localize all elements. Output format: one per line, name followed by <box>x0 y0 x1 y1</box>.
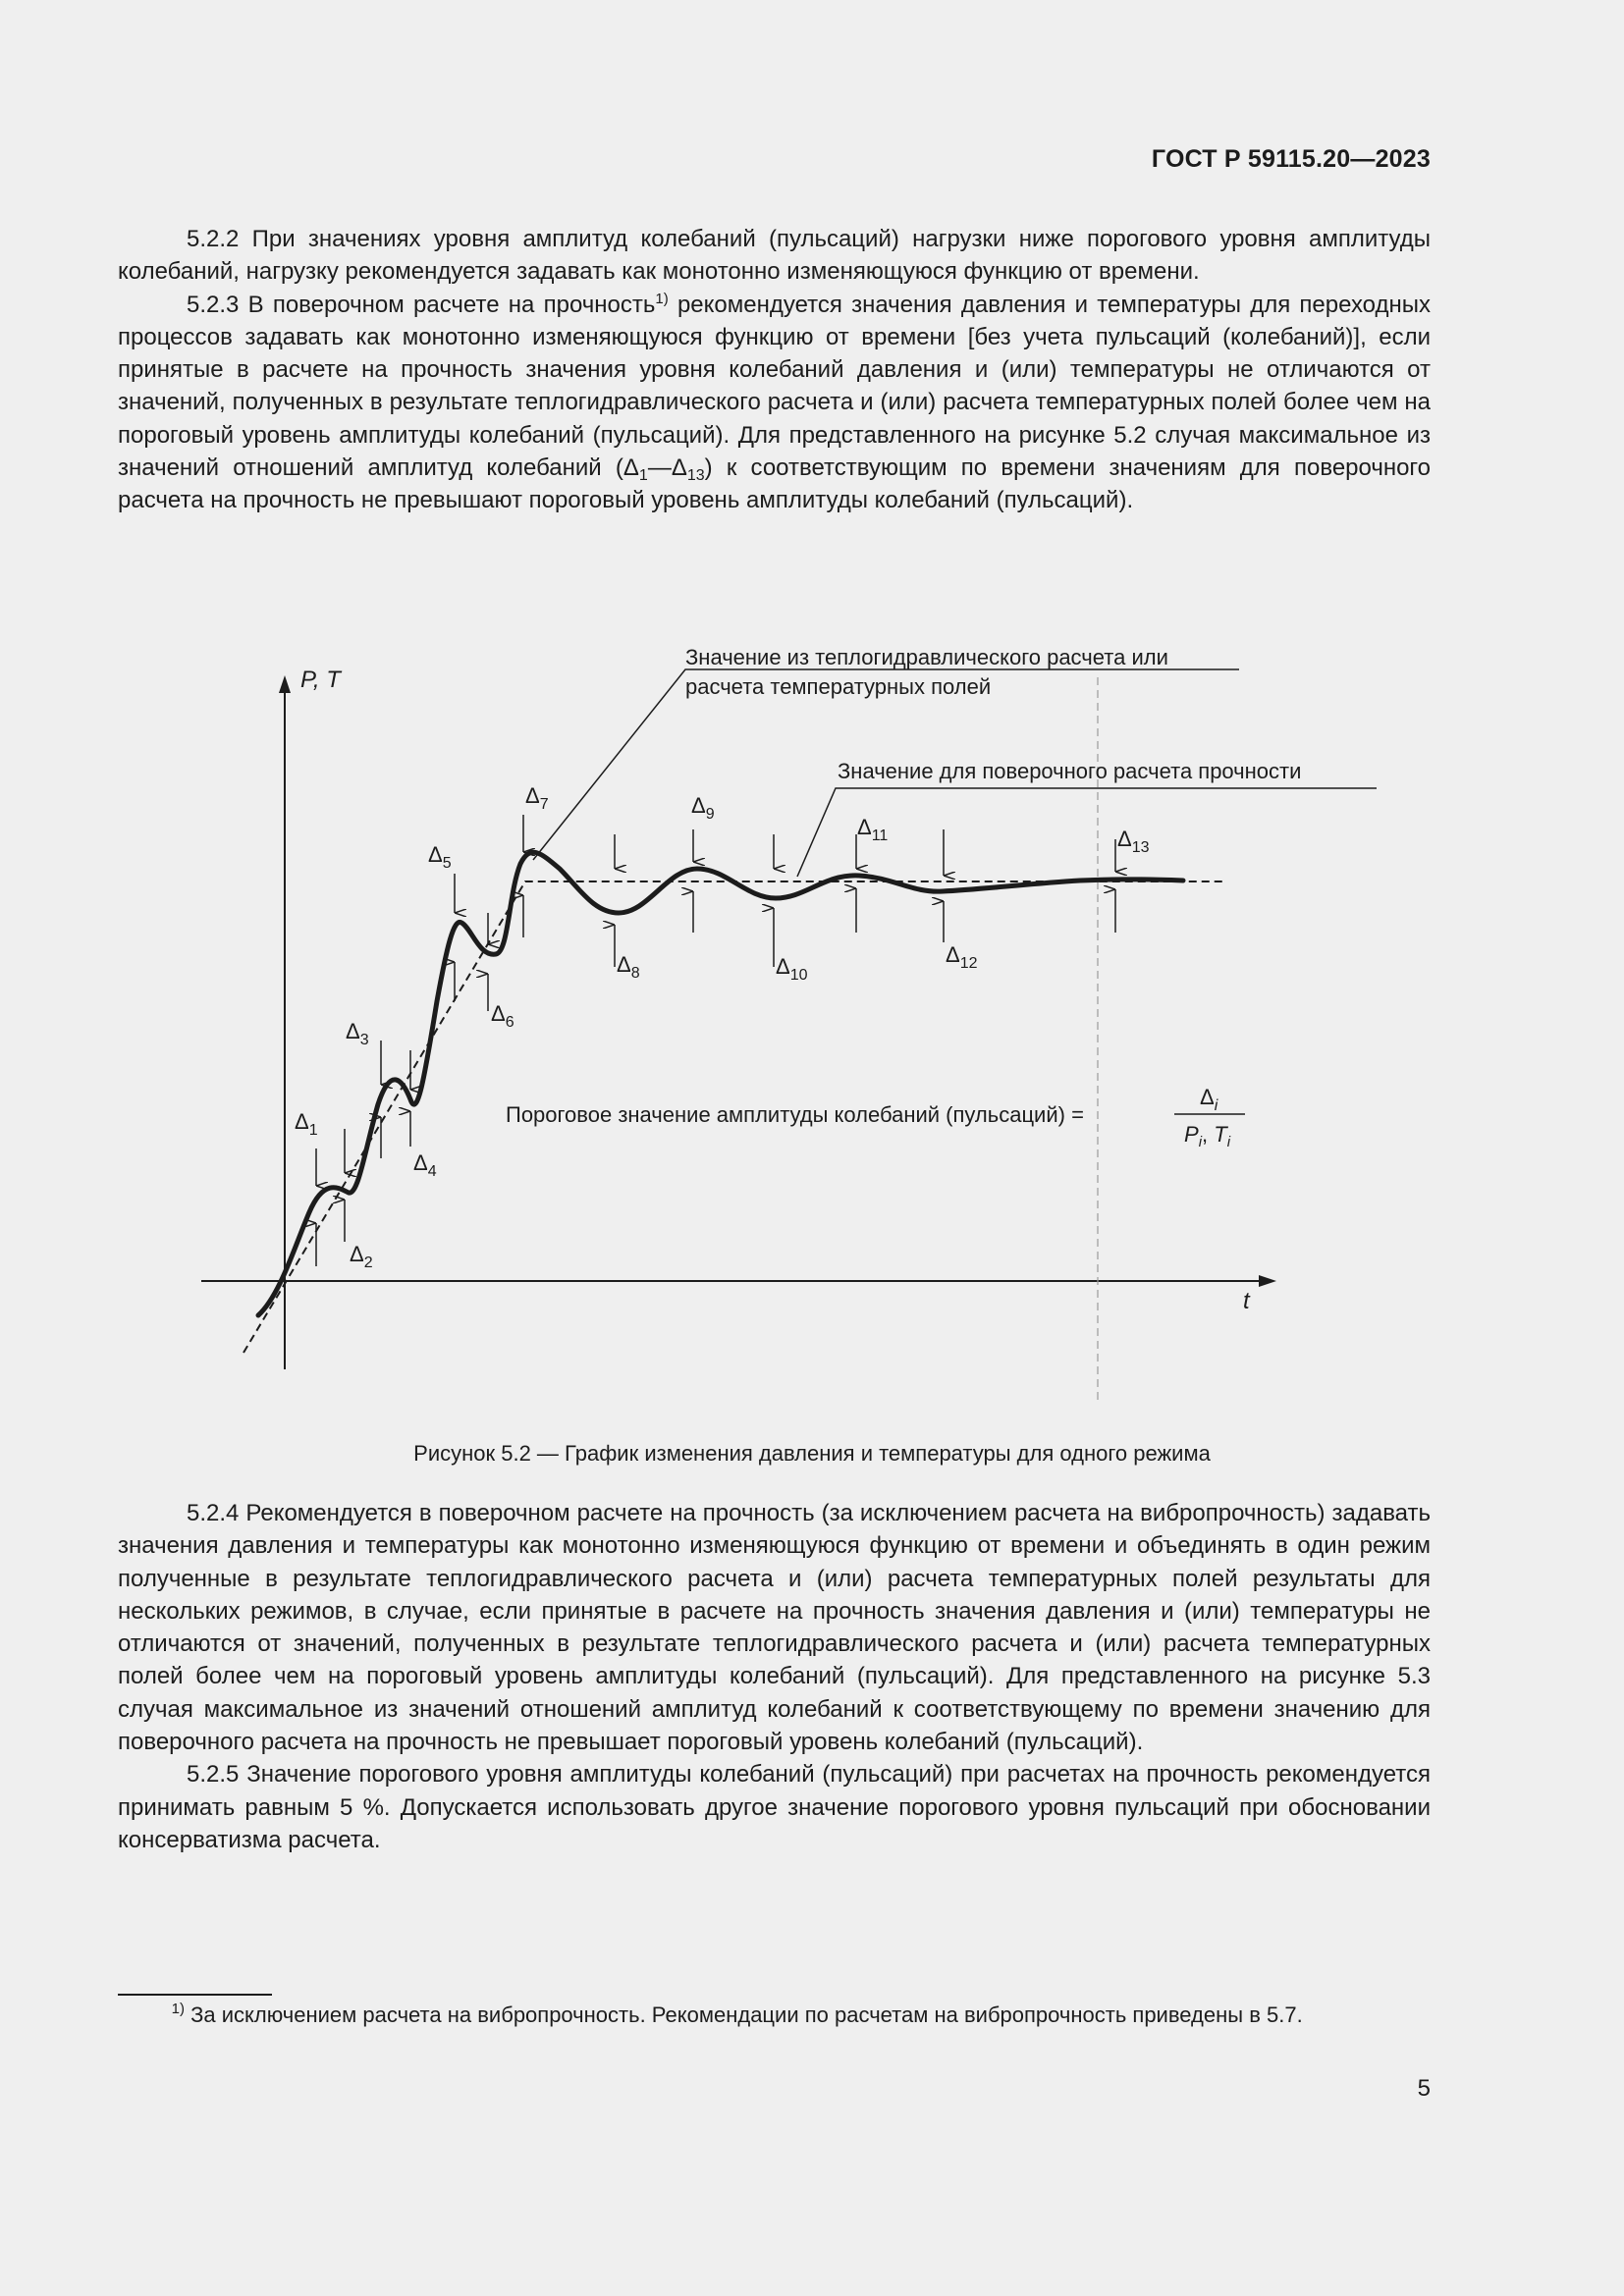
y-axis-arrow-icon <box>279 675 291 693</box>
delta-label-12: $\Delta_{12}$ <box>946 942 978 972</box>
x-axis-label: t <box>1243 1288 1250 1314</box>
paragraph-5-2-3: 5.2.3 В поверочном расчете на прочность$^{1)}$ рекомендуется значения давления и температуры для переходных процессов задавать как монотонно изменяющуюся функцию от времени [без учета пульсаций (колебаний)], если принятые в расчете на прочность значения уровня колебаний давления и (или) температуры не отличаются от значений, полученных в результате теплогидравлического расчета и (или) расчета температурных полей более чем на пороговый уровень амплитуды колебаний (пульсаций). Для представленного на рисунке 5.2 случая максимальное из значений отношений амплитуд колебаний $(\Delta_1—\Delta_{13})$ к соответствующим по времени значениям для поверочного расчета на прочность не превышают пороговый уровень амплитуды колебаний (пульсаций). <box>118 290 1432 514</box>
paragraph-5-2-5: 5.2.5 Значение порогового уровня амплитуды колебаний (пульсаций) при расчетах на прочность рекомендуется принимать равным 5 %. Допускается использовать другое значение порогового уровня пульсаций при обосновании консерватизма расчета. <box>118 1761 1431 1853</box>
delta-label-13: $\Delta_{13}$ <box>1117 827 1150 856</box>
delta-labels <box>295 783 1150 1271</box>
delta-label-2: $\Delta_2$ <box>350 1242 373 1271</box>
page-number: 5 <box>1417 2075 1431 2102</box>
text-block-top <box>118 223 1431 517</box>
delta-label-9: $\Delta_9$ <box>691 793 715 823</box>
delta-label-6: $\Delta_6$ <box>491 1001 514 1031</box>
footnote-ref: 1) <box>655 290 669 307</box>
y-axis-label: P, T <box>300 667 341 693</box>
formula-denominator: $P_i$, $T_i$ <box>1184 1122 1231 1150</box>
paragraph-5-2-4: 5.2.4 Рекомендуется в поверочном расчете на прочность (за исключением расчета на вибропрочность) задавать значения давления и температуры как монотонно изменяющуюся функцию от времени и объединять в один режим полученные в результате теплогидравлического расчета и (или) расчета температурных полей результаты для нескольких режимов, в случае, если принятые в расчете на прочность значения давления и (или) температуры не отличаются от значений, полученных в результате теплогидравлического расчета и (или) расчета температурных полей более чем на пороговый уровень амплитуды колебаний (пульсаций). Для представленного на рисунке 5.3 случая максимальное из значений отношений амплитуд колебаний к соответствующему по времени значению для поверочного расчета на прочность не превышает пороговый уровень колебаний (пульсаций). <box>118 1500 1431 1756</box>
footnote-mark: 1) <box>171 2001 185 2017</box>
footnote-divider <box>118 1994 272 1996</box>
document-code: ГОСТ Р 59115.20—2023 <box>1151 145 1431 173</box>
delta-label-10: $\Delta_{10}$ <box>776 954 808 984</box>
oscillating-curve <box>258 852 1183 1315</box>
paragraph-5-2-2: 5.2.2 При значениях уровня амплитуд колебаний (пульсаций) нагрузки ниже порогового уровня амплитуды колебаний, нагрузку рекомендуется задавать как монотонно изменяющуюся функцию от времени. <box>118 226 1431 286</box>
footnote: $^{1)}$ За исключением расчета на вибропрочность. Рекомендации по расчетам на вибропрочность приведены в 5.7. <box>171 2001 1303 2027</box>
delta-arrows <box>316 815 1115 1266</box>
delta-label-4: $\Delta_4$ <box>413 1150 437 1180</box>
x-axis-arrow-icon <box>1259 1275 1276 1287</box>
formula-text: Пороговое значение амплитуды колебаний (пульсаций) = <box>506 1102 1084 1127</box>
text-block-bottom <box>118 1497 1431 1856</box>
figure-5-2 <box>177 628 1414 1418</box>
delta-label-1: $\Delta_1$ <box>295 1109 318 1139</box>
delta-label-7: $\Delta_7$ <box>525 783 549 813</box>
callout-thermo-line1: Значение из теплогидравлического расчета или <box>685 645 1168 669</box>
callout-check: Значение для поверочного расчета прочности <box>838 759 1302 783</box>
callout-thermo-line2: расчета температурных полей <box>685 674 992 699</box>
pressure-temperature-graph <box>177 628 1414 1414</box>
delta-label-11: $\Delta_{11}$ <box>857 815 889 844</box>
figure-caption: Рисунок 5.2 — График изменения давления и температуры для одного режима <box>413 1441 1211 1466</box>
delta-label-5: $\Delta_5$ <box>428 842 452 872</box>
delta-label-8: $\Delta_8$ <box>617 952 640 982</box>
formula-numerator: $\Delta_i$ <box>1200 1085 1218 1114</box>
delta-label-3: $\Delta_3$ <box>346 1019 369 1048</box>
